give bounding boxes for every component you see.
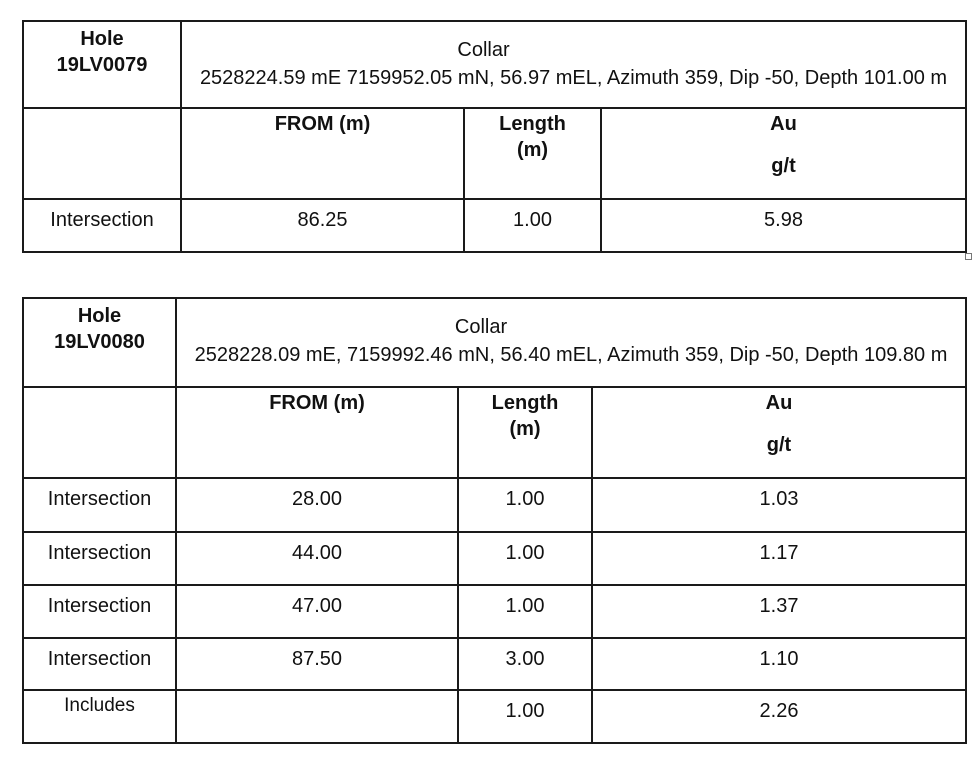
table-row [23, 478, 966, 532]
au-value: 1.17 [592, 532, 966, 585]
au-header-line1: Au [770, 113, 797, 135]
au-value: 2.26 [592, 690, 966, 743]
from-value: 47.00 [176, 585, 458, 638]
table-row [23, 532, 966, 585]
from-value: 87.50 [176, 638, 458, 690]
hole-cell [23, 298, 176, 387]
table-row [23, 638, 966, 690]
hole-label: Hole [80, 28, 124, 50]
au-value: 5.98 [601, 199, 966, 252]
from-header-label: FROM (m) [269, 392, 365, 414]
length-header [458, 387, 592, 478]
length-value: 1.00 [464, 199, 601, 252]
au-header-line1: Au [765, 392, 793, 414]
length-value: 1.00 [458, 690, 592, 743]
length-value: 3.00 [458, 638, 592, 690]
header-row [23, 108, 966, 199]
length-header-line1: Length [499, 113, 566, 135]
collar-cell [176, 298, 966, 387]
row-label: Intersection [23, 199, 181, 252]
drill-hole-table-19lv0080 [22, 297, 967, 744]
collar-info: 2528224.59 mE 7159952.05 mN, 56.97 mEL, Azimuth 359, Dip -50, Depth 101.00 m [199, 67, 948, 89]
collar-row [23, 298, 966, 387]
row-label: Intersection [23, 478, 176, 532]
length-header-line2: (m) [509, 418, 541, 440]
header-row [23, 387, 966, 478]
from-value: 86.25 [181, 199, 464, 252]
collar-cell [181, 21, 966, 108]
au-value: 1.10 [592, 638, 966, 690]
length-value: 1.00 [458, 478, 592, 532]
hole-cell [23, 21, 181, 108]
from-header-label: FROM (m) [274, 113, 371, 135]
length-header-line1: Length [491, 392, 559, 414]
drill-hole-table-19lv0079 [22, 20, 967, 253]
collar-label: Collar [457, 39, 510, 61]
from-value: 44.00 [176, 532, 458, 585]
au-header-line2: g/t [771, 155, 796, 177]
au-value: 1.37 [592, 585, 966, 638]
row-label: Intersection [23, 638, 176, 690]
hole-label: Hole [77, 305, 122, 327]
table-row [23, 690, 966, 743]
length-value: 1.00 [458, 532, 592, 585]
length-header-line2: (m) [516, 139, 549, 161]
empty-header-cell [23, 108, 181, 199]
au-header [601, 108, 966, 199]
table-row [23, 585, 966, 638]
hole-id: 19LV0079 [56, 54, 148, 76]
row-label: Intersection [23, 585, 176, 638]
table-row [23, 199, 966, 252]
au-header-line2: g/t [766, 434, 792, 456]
from-value: 28.00 [176, 478, 458, 532]
length-header [464, 108, 601, 199]
au-value: 1.03 [592, 478, 966, 532]
length-value: 1.00 [458, 585, 592, 638]
collar-row [23, 21, 966, 108]
table-resize-handle[interactable] [965, 253, 972, 260]
empty-header-cell [23, 387, 176, 478]
from-header [181, 108, 464, 199]
collar-label: Collar [454, 316, 508, 338]
row-label: Includes [23, 690, 176, 743]
collar-info: 2528228.09 mE, 7159992.46 mN, 56.40 mEL, Azimuth 359, Dip -50, Depth 109.80 m [194, 344, 948, 366]
from-value [176, 690, 458, 743]
au-header [592, 387, 966, 478]
from-header [176, 387, 458, 478]
hole-id: 19LV0080 [54, 331, 145, 353]
row-label: Intersection [23, 532, 176, 585]
